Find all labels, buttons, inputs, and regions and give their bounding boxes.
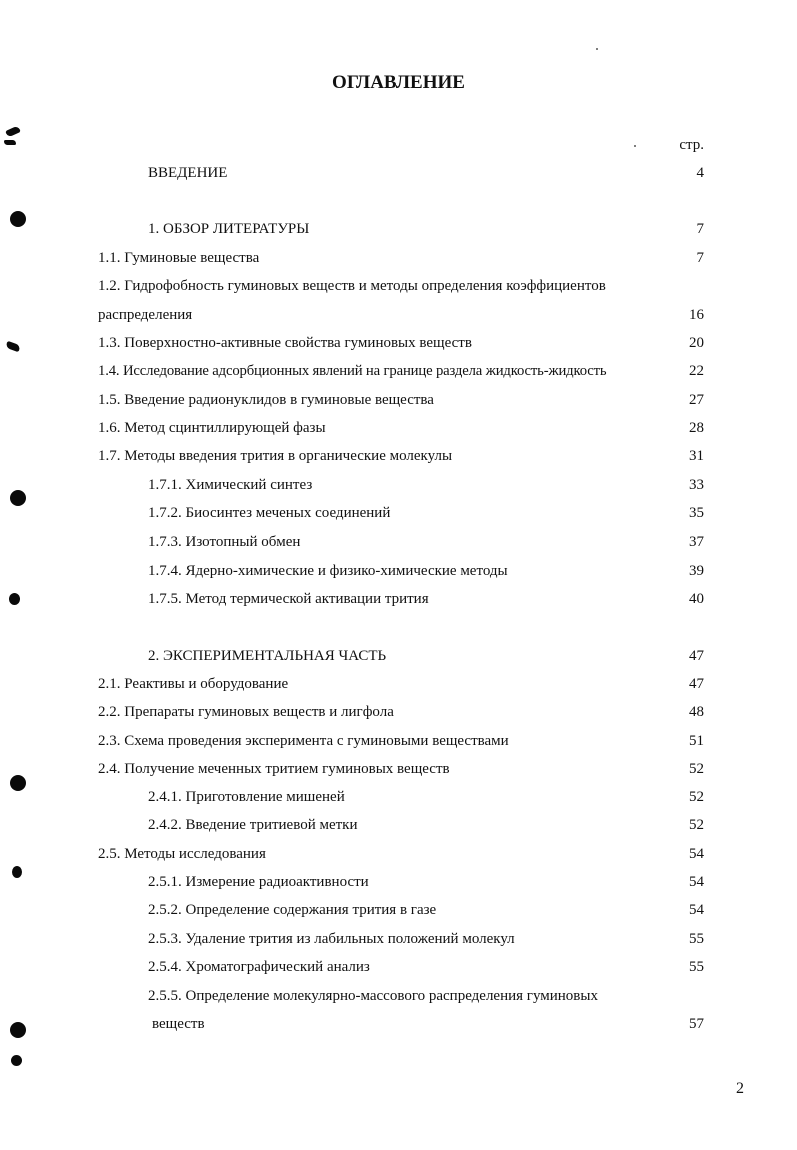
toc-entry xyxy=(0,1013,797,1035)
page-title: ОГЛАВЛЕНИЕ xyxy=(332,72,465,93)
toc-entry xyxy=(0,843,797,865)
toc-entry-label: 1.5. Введение радионуклидов в гуминовые вещества xyxy=(98,392,434,408)
punch-hole xyxy=(12,866,22,878)
toc-entry-label: 1.7.5. Метод термической активации трития xyxy=(148,591,429,607)
toc-entry-page: 33 xyxy=(689,477,704,493)
punch-hole xyxy=(11,1055,22,1066)
toc-entry-label: 2.5.4. Хроматографический анализ xyxy=(148,959,370,975)
toc-entry-page: 52 xyxy=(689,789,704,805)
toc-entry xyxy=(0,673,797,695)
binding-mark xyxy=(4,140,16,145)
toc-entry-page: 57 xyxy=(689,1016,704,1032)
toc-entry-page: 4 xyxy=(696,165,704,181)
toc-entry xyxy=(0,899,797,921)
toc-entry-label: 2.5.1. Измерение радиоактивности xyxy=(148,874,369,890)
toc-entry-page: 51 xyxy=(689,733,704,749)
toc-entry xyxy=(0,247,797,269)
toc-entry-page: 7 xyxy=(696,221,704,237)
page-column-label: стр. xyxy=(679,137,704,153)
toc-entry-label: 1.6. Метод сцинтиллирующей фазы xyxy=(98,420,326,436)
punch-hole xyxy=(10,211,26,227)
toc-entry-page: 40 xyxy=(689,591,704,607)
toc-entry xyxy=(0,645,797,667)
toc-entry-label: 2.5.3. Удаление трития из лабильных положений молекул xyxy=(148,931,515,947)
toc-entry-label: 2.5. Методы исследования xyxy=(98,846,266,862)
toc-entry-page: 48 xyxy=(689,704,704,720)
toc-entry-page: 52 xyxy=(689,761,704,777)
toc-entry-label: 2.4.2. Введение тритиевой метки xyxy=(148,817,358,833)
toc-entry-label: 2.2. Препараты гуминовых веществ и лигфола xyxy=(98,704,394,720)
toc-entry-page: 47 xyxy=(689,676,704,692)
punch-hole xyxy=(10,775,26,791)
toc-entry-label: 1.7. Методы введения трития в органические молекулы xyxy=(98,448,453,464)
toc-entry xyxy=(0,218,797,240)
toc-entry-page: 31 xyxy=(689,448,704,464)
toc-entry xyxy=(0,786,797,808)
toc-entry-label: 1.7.2. Биосинтез меченых соединений xyxy=(148,505,391,521)
page-column-header xyxy=(0,134,797,156)
toc-entry-label: 1.3. Поверхностно-активные свойства гуминовых веществ xyxy=(98,335,472,351)
toc-entry-label: 1.2. Гидрофобность гуминовых веществ и методы определения коэффициентов xyxy=(98,278,606,294)
toc-entry xyxy=(0,758,797,780)
toc-entry-label: распределения xyxy=(98,307,193,323)
toc-entry xyxy=(0,985,797,1007)
toc-entry xyxy=(0,417,797,439)
toc-entry-label: 2.4. Получение меченных тритием гуминовых веществ xyxy=(98,761,450,777)
toc-entry xyxy=(0,502,797,524)
toc-entry xyxy=(0,928,797,950)
toc-entry-page: 22 xyxy=(689,363,704,379)
toc-entry-page: 39 xyxy=(689,563,704,579)
toc-entry-label: 1.1. Гуминовые вещества xyxy=(98,250,260,266)
toc-entry-page: 27 xyxy=(689,392,704,408)
toc-entry xyxy=(0,531,797,553)
toc-entry-label: 2.3. Схема проведения эксперимента с гуминовыми веществами xyxy=(98,733,509,749)
toc-entry xyxy=(0,389,797,411)
toc-entry xyxy=(0,162,797,184)
toc-entry-page: 20 xyxy=(689,335,704,351)
toc-entry xyxy=(0,445,797,467)
toc-entry-page: 47 xyxy=(689,648,704,664)
scan-speck xyxy=(596,48,598,50)
toc-entry-label: 2. ЭКСПЕРИМЕНТАЛЬНАЯ ЧАСТЬ xyxy=(148,648,387,664)
toc-entry xyxy=(0,871,797,893)
toc-entry-page: 7 xyxy=(696,250,704,266)
toc-entry-label: 1.4. Исследование адсорбционных явлений на границе раздела жидкость-жидкость xyxy=(98,363,607,379)
toc-entry-label: 2.1. Реактивы и оборудование xyxy=(98,676,289,692)
toc-entry-page: 54 xyxy=(689,874,704,890)
toc-entry-page: 16 xyxy=(689,307,704,323)
toc-entry-page: 28 xyxy=(689,420,704,436)
toc-entry-page: 54 xyxy=(689,902,704,918)
toc-entry-label: ВВЕДЕНИЕ xyxy=(148,165,228,181)
toc-entry xyxy=(0,360,797,382)
toc-entry-label: 2.4.1. Приготовление мишеней xyxy=(148,789,345,805)
toc-entry-label: веществ xyxy=(152,1016,205,1032)
toc-entry-label: 1.7.1. Химический синтез xyxy=(148,477,313,493)
toc-entry xyxy=(0,701,797,723)
toc-entry-page: 55 xyxy=(689,959,704,975)
punch-hole xyxy=(10,1022,26,1038)
punch-hole xyxy=(9,593,20,605)
toc-entry-label: 2.5.5. Определение молекулярно-массового распределения гуминовых xyxy=(148,988,598,1004)
toc-entry xyxy=(0,304,797,326)
toc-entry-page: 37 xyxy=(689,534,704,550)
toc-entry-page: 55 xyxy=(689,931,704,947)
toc-entry xyxy=(0,275,797,297)
toc-entry xyxy=(0,332,797,354)
toc-entry xyxy=(0,730,797,752)
toc-entry-page: 35 xyxy=(689,505,704,521)
toc-entry xyxy=(0,560,797,582)
toc-entry-label: 1.7.3. Изотопный обмен xyxy=(148,534,301,550)
toc-entry xyxy=(0,474,797,496)
toc-entry-page: 52 xyxy=(689,817,704,833)
toc-entry xyxy=(0,588,797,610)
toc-entry xyxy=(0,956,797,978)
punch-hole xyxy=(10,490,26,506)
toc-entry-label: 2.5.2. Определение содержания трития в газе xyxy=(148,902,437,918)
page-number: 2 xyxy=(736,1080,744,1097)
toc-entry-page: 54 xyxy=(689,846,704,862)
scan-speck xyxy=(634,145,636,147)
toc-entry xyxy=(0,814,797,836)
toc-entry-label: 1.7.4. Ядерно-химические и физико-химические методы xyxy=(148,563,508,579)
toc-entry-label: 1. ОБЗОР ЛИТЕРАТУРЫ xyxy=(148,221,310,237)
